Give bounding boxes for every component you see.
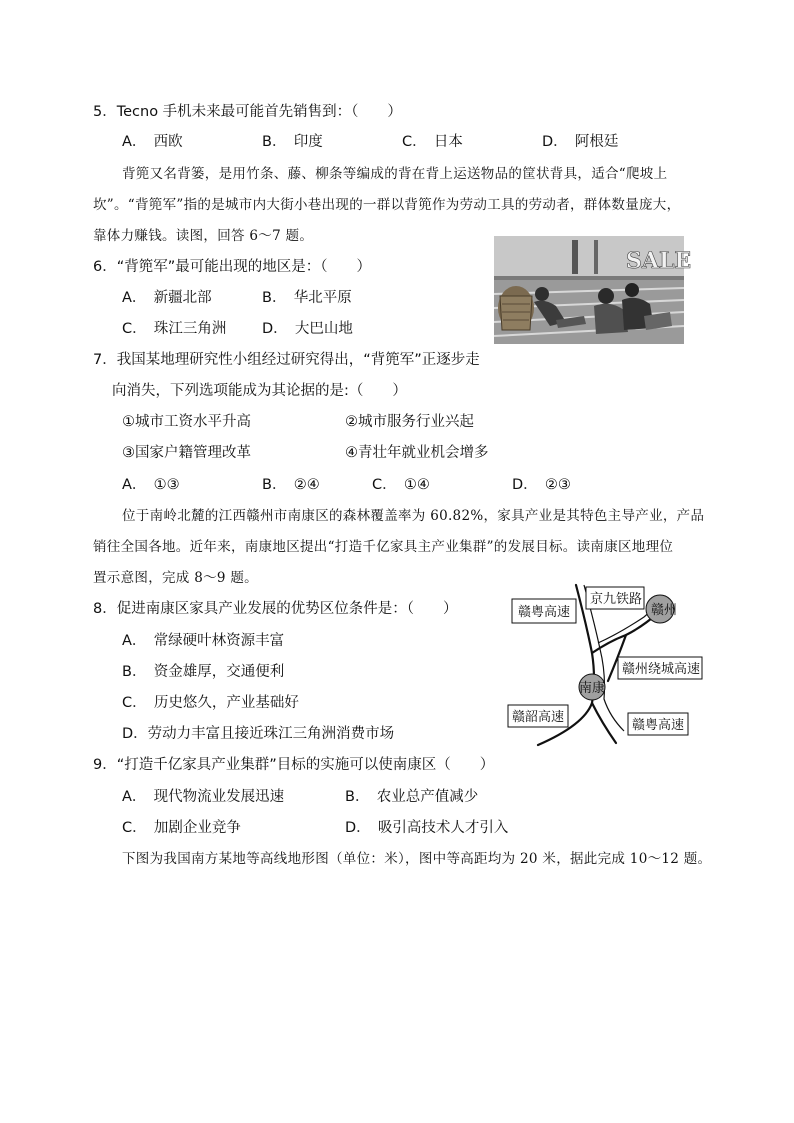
q6-option-b: B． 华北平原 xyxy=(262,290,352,306)
q7-stem-line1: 7．我国某地理研究性小组经过研究得出，“背篼军”正逐步走 xyxy=(93,352,480,368)
q6-option-a: A． 新疆北部 xyxy=(122,290,212,306)
q7-option-d: D． ②③ xyxy=(512,477,571,493)
map-label-ganyue-top: 赣粤高速 xyxy=(518,605,571,620)
passage1-line1: 背篼又名背篓，是用竹条、藤、柳条等编成的背在背上运送物品的筐状背具，适合“爬坡上 xyxy=(122,166,668,182)
q7-option-a: A． ①③ xyxy=(122,477,180,493)
passage3-line1: 下图为我国南方某地等高线地形图（单位：米），图中等高距均为 20 米，据此完成 10～12 题。 xyxy=(122,851,712,867)
q9-option-a: A． 现代物流业发展迅速 xyxy=(122,789,285,805)
q7-statement-3: ③国家户籍管理改革 xyxy=(122,445,251,461)
q5-stem: 5．Tecno 手机未来最可能首先销售到：（ ） xyxy=(93,104,402,120)
q9-option-b: B． 农业总产值减少 xyxy=(345,789,479,805)
photo-sign-text: SALE xyxy=(626,248,692,274)
q9-option-c: C． 加剧企业竞争 xyxy=(122,820,241,836)
q5-option-b: B． 印度 xyxy=(262,134,323,150)
porters-photo xyxy=(494,236,692,344)
q7-statement-4: ④青壮年就业机会增多 xyxy=(345,445,489,461)
q6-stem: 6．“背篼军”最可能出现的地区是：（ ） xyxy=(93,259,371,275)
map-label-jingjiu: 京九铁路 xyxy=(590,592,643,607)
q6-option-d: D． 大巴山地 xyxy=(262,321,353,337)
q7-option-b: B． ②④ xyxy=(262,477,320,493)
nankang-location-map xyxy=(508,583,718,753)
passage1-line3: 靠体力赚钱。读图，回答 6～7 题。 xyxy=(93,228,314,244)
q7-statement-1: ①城市工资水平升高 xyxy=(122,414,251,430)
map-label-ganzhou: 赣州 xyxy=(651,603,678,618)
q9-stem: 9．“打造千亿家具产业集群”目标的实施可以使南康区（ ） xyxy=(93,757,495,773)
map-label-nankang: 南康 xyxy=(579,681,606,696)
passage1-line2: 坎”。“背篼军”指的是城市内大街小巷出现的一群以背篼作为劳动工具的劳动者，群体数量庞大， xyxy=(93,197,681,213)
q8-option-a: A． 常绿硬叶林资源丰富 xyxy=(122,633,285,649)
q8-option-b: B． 资金雄厚，交通便利 xyxy=(122,664,285,680)
map-label-raocheng: 赣州绕城高速 xyxy=(622,662,701,677)
q7-option-c: C． ①④ xyxy=(372,477,430,493)
map-label-ganyue-bottom: 赣粤高速 xyxy=(632,718,685,733)
passage2-line1: 位于南岭北麓的江西赣州市南康区的森林覆盖率为 60.82%，家具产业是其特色主导产业，产品 xyxy=(122,508,705,524)
passage2-line3: 置示意图，完成 8～9 题。 xyxy=(93,570,258,586)
q5-option-d: D． 阿根廷 xyxy=(542,134,619,150)
q7-statement-2: ②城市服务行业兴起 xyxy=(345,414,474,430)
passage2-line2: 销往全国各地。近年来，南康地区提出“打造千亿家具主产业集群”的发展目标。读南康区地理位 xyxy=(93,539,674,555)
q8-stem: 8．促进南康区家具产业发展的优势区位条件是：（ ） xyxy=(93,601,458,617)
q9-option-d: D． 吸引高技术人才引入 xyxy=(345,820,509,836)
q5-option-c: C． 日本 xyxy=(402,134,463,150)
q5-option-a: A． 西欧 xyxy=(122,134,183,150)
map-label-ganshao: 赣韶高速 xyxy=(512,710,565,725)
q6-option-c: C． 珠江三角洲 xyxy=(122,321,227,337)
q7-stem-line2: 向消失，下列选项能成为其论据的是:（ ） xyxy=(112,383,407,399)
q8-option-c: C． 历史悠久，产业基础好 xyxy=(122,695,299,711)
q8-option-d: D．劳动力丰富且接近珠江三角洲消费市场 xyxy=(122,726,395,742)
